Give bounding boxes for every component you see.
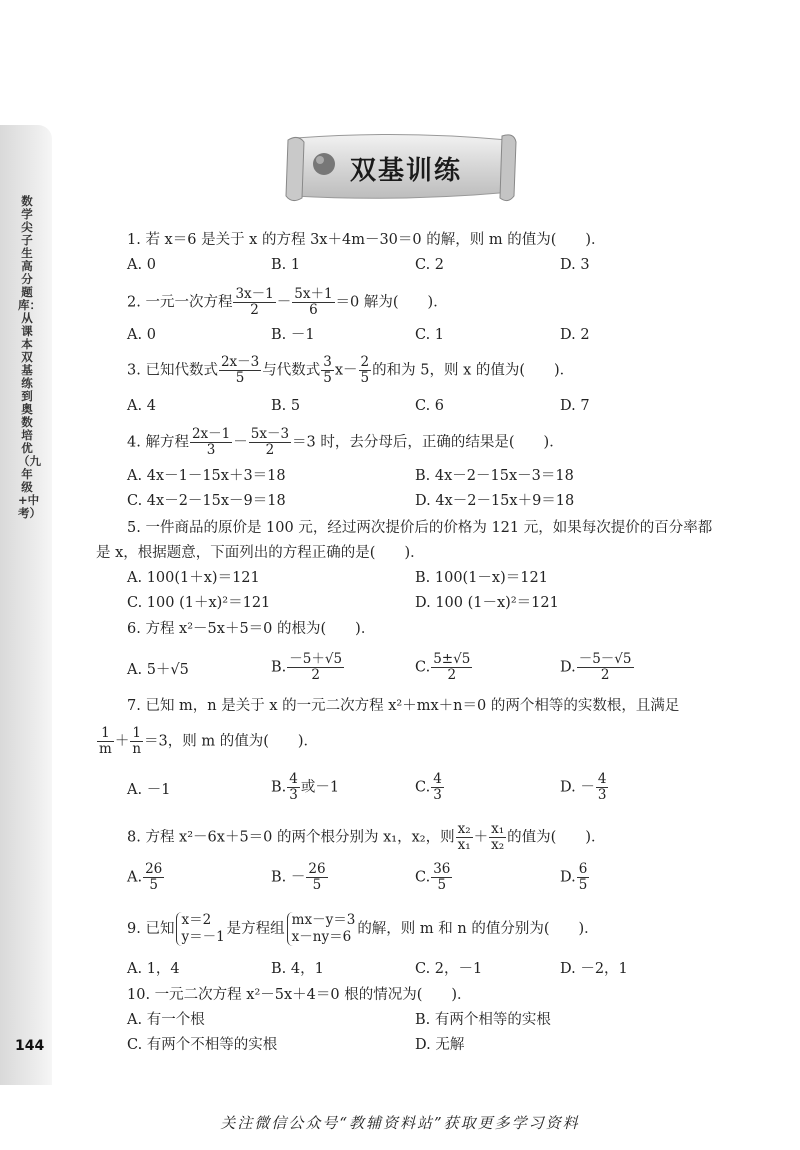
fraction: $\frac{-5-√5}{2}$ xyxy=(578,651,632,683)
page-number: 144 xyxy=(15,1038,45,1054)
q4-option-b: B. 4x－2－15x－3＝18 xyxy=(415,468,574,484)
question-5-line-2: 是 x，根据题意，下面列出的方程正确的是( )． xyxy=(96,545,425,561)
fraction: $\frac{4}{3}$ xyxy=(597,771,607,803)
section-title: 双基训练 xyxy=(350,156,463,186)
ball-icon xyxy=(313,153,335,175)
series-title: 数学尖子生高分题库：从课本双基练到奥数培优（九年级+中考） xyxy=(18,194,41,520)
q4-option-c: C. 4x－2－15x－9＝18 xyxy=(127,493,286,509)
q6-option-a: A. 5＋√5 xyxy=(127,662,189,678)
q7-option-a: A. －1 xyxy=(127,782,171,798)
q4-option-d: D. 4x－2－15x＋9＝18 xyxy=(415,493,575,509)
fraction: $\frac{1}{n}$ xyxy=(132,725,142,757)
fraction: $\frac{6}{5}$ xyxy=(578,861,588,893)
question-3: 3. 已知代数式 $\frac{2x-3}{5}$ 与代数式 $\frac{3}{5}$ x－ $\frac{2}{5}$ 的和为 5，则 x 的值为( )． xyxy=(127,354,575,386)
fraction: $\frac{2x-3}{5}$ xyxy=(220,354,260,386)
question-8: 8. 方程 x²－6x＋5＝0 的两个根分别为 x₁，x₂，则 $\frac{\text{x₂}}{\text{x₁}}$ ＋ $\frac{\text{x₁}}{\text{x₂}}$ 的值为( )． xyxy=(127,821,606,853)
fraction: $\frac{26}{5}$ xyxy=(145,861,163,893)
equation-system: mx－y＝3 x－ny＝6 xyxy=(287,912,356,946)
q5-option-d: D. 100 (1－x)²＝121 xyxy=(415,595,559,611)
q5-option-b: B. 100(1－x)＝121 xyxy=(415,570,548,586)
q4-option-a: A. 4x－1－15x＋3＝18 xyxy=(127,468,286,484)
q9-option-b: B. 4，1 xyxy=(271,961,324,977)
fraction: $\frac{5\pm√5}{2}$ xyxy=(433,651,471,683)
q1-option-a: A. 0 xyxy=(127,257,156,273)
q2-option-a: A. 0 xyxy=(127,327,156,343)
fraction: $\frac{\text{x₂}}{\text{x₁}}$ xyxy=(457,821,471,853)
q2-option-c: C. 1 xyxy=(415,327,445,343)
question-4: 4. 解方程 $\frac{2x-1}{3}$ － $\frac{5x-3}{2}$ ＝3 时，去分母后，正确的结果是( )． xyxy=(127,426,564,458)
fraction: $\frac{2}{5}$ xyxy=(360,354,370,386)
question-6: 6. 方程 x²－5x＋5＝0 的根为( )． xyxy=(127,621,376,637)
fraction: $\frac{3x-1}{2}$ xyxy=(235,286,274,318)
q1-option-c: C. 2 xyxy=(415,257,445,273)
question-2: 2. 一元一次方程 $\frac{3x-1}{2}$ － $\frac{5x+1}{6}$ ＝0 解为( )． xyxy=(127,286,448,318)
fraction: $\frac{4}{3}$ xyxy=(289,771,298,803)
q10-option-d: D. 无解 xyxy=(415,1037,465,1053)
question-7-line-2: $\frac{1}{m}$ ＋ $\frac{1}{n}$ ＝3，则 m 的值为( )． xyxy=(99,725,319,757)
q2-option-d: D. 2 xyxy=(560,327,590,343)
q8-option-a: A. $\frac{26}{5}$ xyxy=(127,861,163,893)
question-10: 10. 一元二次方程 x²－5x＋4＝0 根的情况为( )． xyxy=(127,987,472,1003)
footer-note: 关注微信公众号“教辅资料站”获取更多学习资料 xyxy=(220,1114,580,1132)
q9-option-d: D. －2，1 xyxy=(560,961,628,977)
fraction: $\frac{26}{5}$ xyxy=(308,861,326,893)
q5-option-a: A. 100(1＋x)＝121 xyxy=(127,570,260,586)
q9-option-c: C. 2，－1 xyxy=(415,961,483,977)
q6-option-b: B. $\frac{-5+√5}{2}$ xyxy=(271,651,343,683)
fraction: $\frac{36}{5}$ xyxy=(433,861,451,893)
fraction: $\frac{1}{m}$ xyxy=(99,725,112,757)
q5-option-c: C. 100 (1＋x)²＝121 xyxy=(127,595,271,611)
q7-option-c: C. $\frac{4}{3}$ xyxy=(415,771,442,803)
fraction: $\frac{3}{5}$ xyxy=(323,354,332,386)
question-9: 9. 已知 x＝2 y＝－1 是方程组 mx－y＝3 x－ny＝6 的解，则 m 和 n 的值分别为( )． xyxy=(127,912,599,945)
q10-option-a: A. 有一个根 xyxy=(127,1012,205,1028)
q10-option-c: C. 有两个不相等的实根 xyxy=(127,1037,278,1053)
fraction: $\frac{5x+1}{6}$ xyxy=(294,286,333,318)
q2-option-b: B. －1 xyxy=(271,327,315,343)
question-5-line-1: 5. 一件商品的原价是 100 元，经过两次提价后的价格为 121 元，如果每次提价的百分率都 xyxy=(127,520,713,536)
equation-system: x＝2 y＝－1 xyxy=(176,912,224,946)
fraction: $\frac{-5+√5}{2}$ xyxy=(289,651,343,683)
q1-option-b: B. 1 xyxy=(271,257,301,273)
q8-option-c: C. $\frac{36}{5}$ xyxy=(415,861,451,893)
q8-option-b: B. － $\frac{26}{5}$ xyxy=(271,861,326,893)
q6-option-c: C. $\frac{5\pm√5}{2}$ xyxy=(415,651,471,683)
q7-option-b: B. $\frac{4}{3}$ 或－1 xyxy=(271,771,340,803)
q9-option-a: A. 1，4 xyxy=(127,961,180,977)
q3-option-d: D. 7 xyxy=(560,398,590,414)
fraction: $\frac{2x-1}{3}$ xyxy=(191,426,231,458)
q3-option-c: C. 6 xyxy=(415,398,445,414)
fraction: $\frac{\text{x₁}}{\text{x₂}}$ xyxy=(491,821,505,853)
q1-option-d: D. 3 xyxy=(560,257,590,273)
q6-option-d: D. $\frac{-5-√5}{2}$ xyxy=(560,651,632,683)
q10-option-b: B. 有两个相等的实根 xyxy=(415,1012,551,1028)
fraction: $\frac{4}{3}$ xyxy=(433,771,442,803)
q3-option-b: B. 5 xyxy=(271,398,301,414)
q8-option-d: D. $\frac{6}{5}$ xyxy=(560,861,588,893)
q3-option-a: A. 4 xyxy=(127,398,156,414)
fraction: $\frac{5x-3}{2}$ xyxy=(250,426,290,458)
question-7-line-1: 7. 已知 m，n 是关于 x 的一元二次方程 x²＋mx＋n＝0 的两个相等的实数根，且满足 xyxy=(127,698,680,714)
q7-option-d: D. － $\frac{4}{3}$ xyxy=(560,771,607,803)
question-1: 1. 若 x＝6 是关于 x 的方程 3x＋4m－30＝0 的解，则 m 的值为( )． xyxy=(127,232,606,248)
